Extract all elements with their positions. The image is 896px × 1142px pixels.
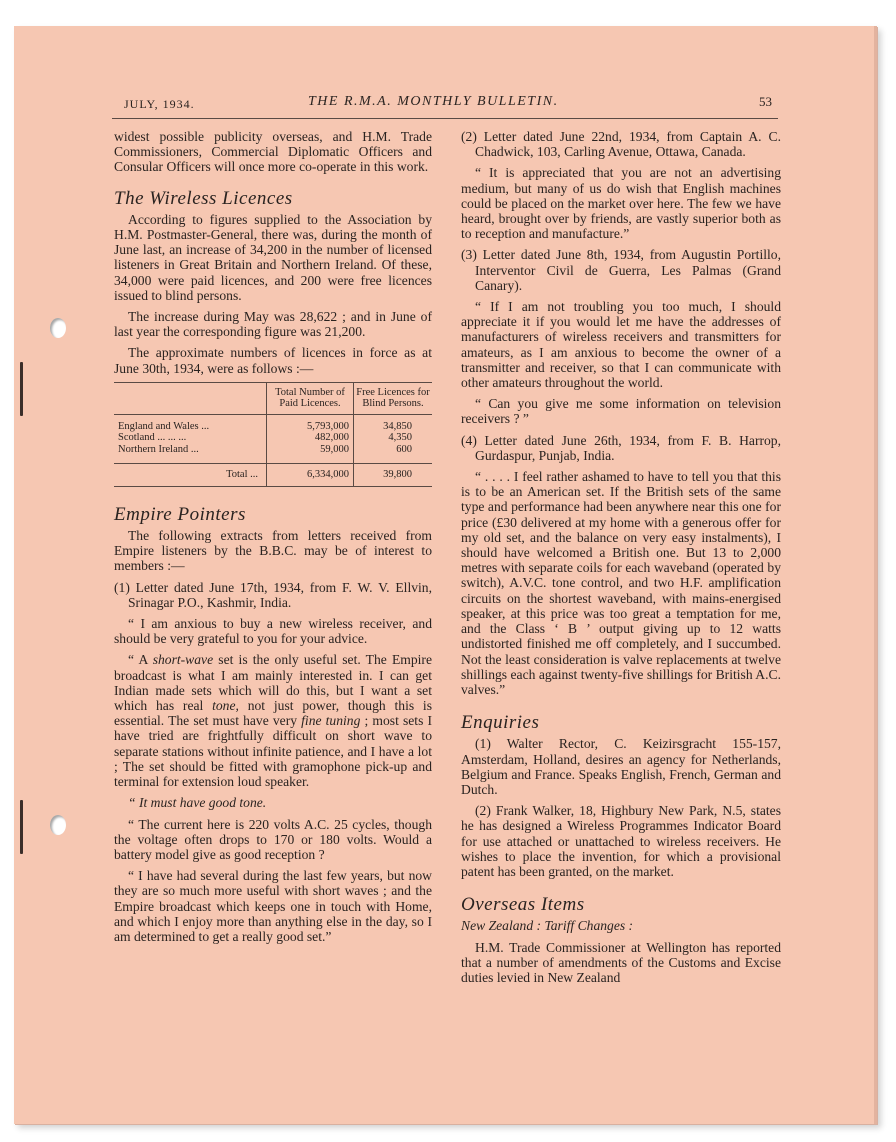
letter-heading: (1) Letter dated June 17th, 1934, from F. W. V. Ellvin, Srinagar P.O., Kashmir, India. xyxy=(114,579,432,610)
table-header-paid: Total Number of Paid Licences. xyxy=(267,382,354,414)
table-total-free: 39,800 xyxy=(354,464,433,487)
paragraph: The following extracts from letters received from Empire listeners by the B.B.C. may be of interest to members :— xyxy=(114,528,432,574)
emphasis: fine tuning xyxy=(301,713,361,729)
paragraph: “ It is appreciated that you are not an advertising medium, but many of us do wish that English machines could be placed on the market over here. The few we have heard, brought over by friends, are vastly superior both as to reception and manufacture.” xyxy=(461,165,781,242)
emphasis: short-wave xyxy=(152,652,214,668)
header-rule xyxy=(112,118,778,119)
paragraph: “ The current here is 220 volts A.C. 25 cycles, though the voltage often drops to 170 or 180 volts. Would a battery model give as good reception ? xyxy=(114,816,432,862)
section-heading-enquiries: Enquiries xyxy=(461,712,540,734)
page-number: 53 xyxy=(759,94,772,109)
paragraph: The approximate numbers of licences in force as at June 30th, 1934, were as follows :— xyxy=(114,345,432,376)
paragraph: According to figures supplied to the Association by H.M. Postmaster-General, there was, during the month of June last, an increase of 34,200 in the number of licensed listeners in Great Britain and Northern Ireland. Of these, 34,000 were paid licences, and 200 were free licences issued to blind persons. xyxy=(114,211,432,303)
table-cell-paid: 5,793,000 xyxy=(267,414,354,432)
paragraph: H.M. Trade Commissioner at Wellington has reported that a number of amendments of the Customs and Excise duties levied in New Zealand xyxy=(461,939,781,985)
letter-heading: (2) Letter dated June 22nd, 1934, from Captain A. C. Chadwick, 103, Carling Avenue, Ottawa, Canada. xyxy=(461,129,781,160)
intro-paragraph: widest possible publicity overseas, and H.M. Trade Commissioners, Commercial Diplomatic Officers and Consular Officers will once more co-operate in this work. xyxy=(114,129,432,175)
table-header-region xyxy=(114,382,267,414)
running-head xyxy=(112,94,772,114)
paragraph: “ If I am not troubling you too much, I should appreciate it if you would let me have the addresses of manufacturers of wireless receivers and transmitters for amateurs, as I am anxious to become the owner of a transmitter and receiver, so that I can communicate with other amateurs throughout the world. xyxy=(461,299,781,391)
licences-table xyxy=(114,382,432,487)
table-cell-region: Scotland ... ... ... xyxy=(118,432,187,444)
publication-title: THE R.M.A. MONTHLY BULLETIN. xyxy=(308,94,559,109)
paragraph: The increase during May was 28,622 ; and in June of last year the corresponding figure was 21,200. xyxy=(114,309,432,340)
table-cell-free: 600 xyxy=(354,444,433,464)
paragraph: “ It must have good tone. xyxy=(128,795,267,811)
table-cell-paid: 59,000 xyxy=(267,444,354,464)
table-cell-free: 34,850 xyxy=(354,414,433,432)
punch-hole xyxy=(50,318,66,338)
left-column xyxy=(114,129,432,950)
letter-heading: (3) Letter dated June 8th, 1934, from Augustin Portillo, Interventor Civil de Guerra, Les Palmas (Grand Canary). xyxy=(461,247,781,293)
section-heading-empire-pointers: Empire Pointers xyxy=(114,503,246,525)
letter-heading: (4) Letter dated June 26th, 1934, from F. B. Harrop, Gurdaspur, Punjab, India. xyxy=(461,432,781,463)
text-run: ; most sets I have tried are frightfully difficult on short wave to separate stations without infinite patience, and I have a lot ; The set should be fitted with gramophone pick-up and terminal for extension loud speaker. xyxy=(114,713,433,790)
section-heading-wireless-licences: The Wireless Licences xyxy=(114,187,293,209)
paragraph xyxy=(114,652,432,789)
issue-date: JULY, 1934. xyxy=(124,97,195,111)
table-cell-free: 4,350 xyxy=(354,432,433,444)
table-cell-paid: 482,000 xyxy=(267,432,354,444)
table-total-label: Total ... xyxy=(226,469,258,481)
staple xyxy=(20,800,23,854)
staple xyxy=(20,362,23,416)
text-run: not just power, though this is essential. The set must have very xyxy=(114,698,432,729)
table-header-free: Free Licences for Blind Persons. xyxy=(354,382,433,414)
text-run: set is the only useful set. The Empire broadcast is what I am mainly interested in. I can get Indian made sets which will do this, but I want a set which has real xyxy=(114,652,432,714)
table-total-paid: 6,334,000 xyxy=(267,464,354,487)
subheading: New Zealand : Tariff Changes : xyxy=(461,918,634,934)
punch-hole xyxy=(50,815,66,835)
table-cell-region: England and Wales ... xyxy=(118,420,210,432)
paragraph: “ . . . . I feel rather ashamed to have to tell you that this is to be an American set. If the British sets of the same type and performance had been anywhere near this one for price (£30 delivered at my home with a generous offer for my old set, and the balance on very easy instalments), I should have welcomed a British one. But 13 to 2,000 metres with separate coils for each waveband (operated by switch), A.V.C. tone control, and two H.F. amplification circuits on the shortest waveband, with mains-energised speaker, at this price was too great a temptation for me, and the Class ‘ B ’ output giving up to 12 watts undistorted finished me off completely, and I succumbed. Not the least consideration is valve replacements at twelve shillings each against twenty-five shillings for British A.C. valves.” xyxy=(461,469,781,697)
paragraph: (1) Walter Rector, C. Keizirsgracht 155-157, Amsterdam, Holland, desires an agency for Netherlands, Belgium and France. Speaks English, French, German and Dutch. xyxy=(461,736,781,797)
emphasis: tone, xyxy=(212,698,239,714)
section-heading-overseas-items: Overseas Items xyxy=(461,894,585,916)
paragraph: “ I have had several during the last few years, but now they are so much more useful with short waves ; and the Empire broadcast which keeps one in touch with Home, and which I enjoy more than anything else in the day, so I am determined to get a really good set.” xyxy=(114,868,432,944)
right-column xyxy=(461,129,781,991)
paragraph: “ Can you give me some information on television receivers ? ” xyxy=(461,396,781,427)
paragraph: (2) Frank Walker, 18, Highbury New Park, N.5, states he has designed a Wireless Programmes Indicator Board for use attached or unattached to wireless receivers. He wishes to place the invention, for which a provisional patent has been granted, on the market. xyxy=(461,803,781,879)
table-cell-region: Northern Ireland ... xyxy=(118,443,199,455)
text-run: “ A xyxy=(128,652,153,668)
paragraph: “ I am anxious to buy a new wireless receiver, and should be very grateful to you for your advice. xyxy=(114,616,432,647)
